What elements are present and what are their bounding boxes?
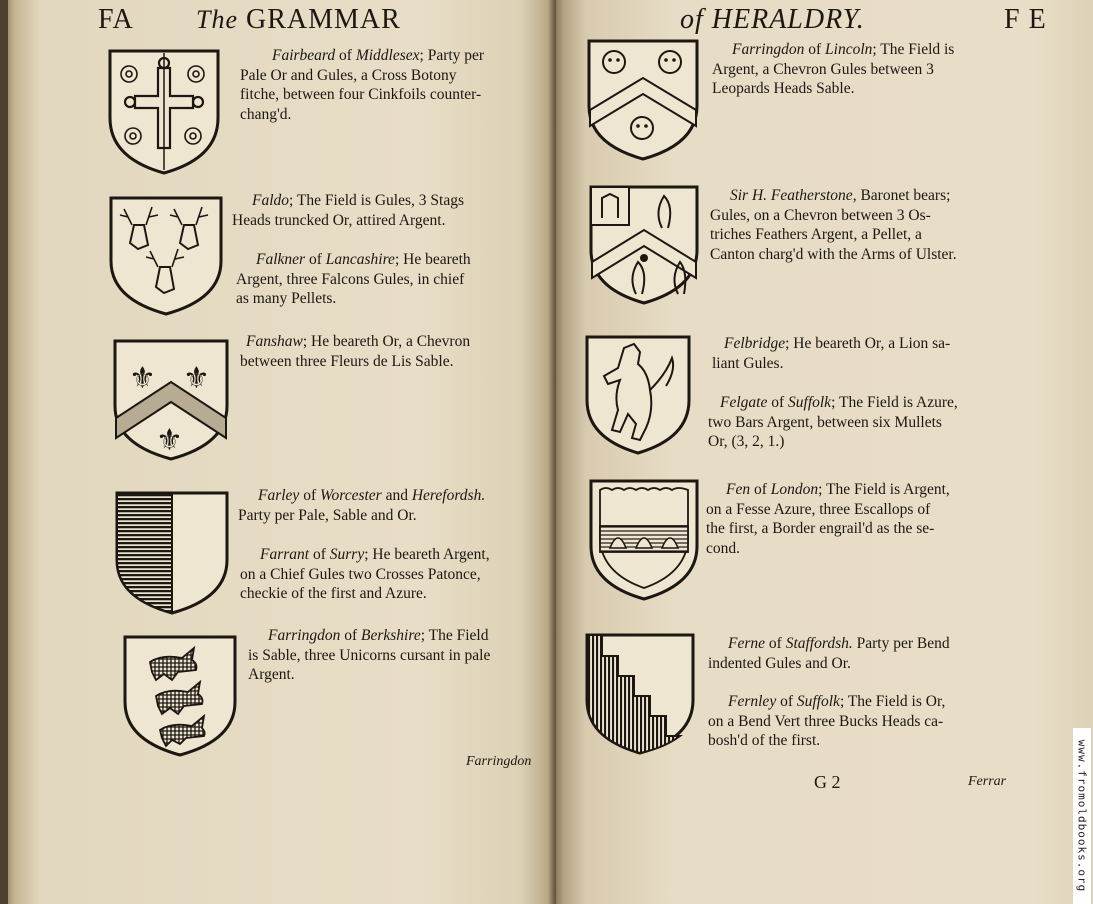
entry-text: Party per Bend — [852, 635, 950, 652]
entry-text: of — [776, 693, 797, 710]
entry-line: on a Fesse Azure, three Escallops of — [706, 500, 931, 518]
entry-place: Surry — [329, 546, 365, 563]
entry-text: ; Party per — [419, 47, 485, 64]
entry-name: Farrant — [260, 546, 310, 563]
entry-place: London — [770, 481, 819, 498]
right-page — [556, 0, 1093, 904]
entry-text: ; He beareth Argent, — [364, 546, 490, 563]
shield-fen — [588, 478, 700, 602]
entry-place: Suffolk — [788, 394, 832, 411]
entry-line: triches Feathers Argent, a Pellet, a — [710, 226, 922, 243]
entry-fen — [706, 480, 950, 558]
shield-farley — [114, 490, 230, 616]
shield-fairbeard — [107, 48, 221, 176]
entry-fairbeard — [240, 46, 484, 124]
entry-line: the first, a Border engrail'd as the se- — [706, 520, 935, 537]
entry-fanshaw — [240, 332, 470, 371]
entry-line: Argent, three Falcons Gules, in chief — [236, 270, 465, 288]
entry-ferne — [708, 634, 950, 673]
entry-text: of — [299, 487, 320, 504]
entry-text: ; The Field is Argent, — [818, 481, 950, 498]
entry-text: ; The Field is Or, — [839, 693, 946, 710]
shield-ferne — [584, 632, 696, 756]
entry-felgate — [708, 393, 958, 452]
header-the: The — [196, 5, 238, 34]
shield-farringdon-lincoln — [586, 38, 700, 162]
shield-faldo — [108, 195, 224, 317]
shield-fanshaw — [112, 338, 230, 462]
entry-text: ; He beareth Or, a Chevron — [302, 333, 471, 350]
entry-name: Farringdon — [268, 627, 341, 644]
left-catchword: Farringdon — [466, 754, 532, 769]
entry-line: Leopards Heads Sable. — [712, 80, 855, 97]
svg-text:⚜: ⚜ — [183, 361, 210, 396]
entry-name: Fanshaw — [246, 333, 303, 350]
entry-text: ; The Field is — [872, 41, 955, 58]
entry-line: checkie of the first and Azure. — [240, 585, 427, 602]
entry-text: of — [750, 481, 771, 498]
entry-line: Canton charg'd with the Arms of Ulster. — [710, 245, 957, 263]
entry-text: of — [335, 47, 356, 64]
entry-line: on a Chief Gules two Crosses Patonce, — [240, 565, 481, 583]
entry-line: cond. — [706, 539, 741, 557]
entry-line: Argent, a Chevron Gules between 3 — [712, 60, 934, 78]
left-running-head — [196, 4, 401, 36]
entry-name: Farringdon — [732, 41, 805, 58]
entry-place: Berkshire — [361, 627, 421, 644]
entry-place: Suffolk — [796, 693, 840, 710]
entry-text: of — [765, 635, 786, 652]
entry-farringdon-berkshire — [248, 626, 490, 685]
entry-text: of — [309, 546, 330, 563]
entry-farrant — [240, 545, 490, 604]
entry-fernley — [708, 692, 945, 751]
entry-line: Party per Pale, Sable and Or. — [238, 506, 417, 524]
shield-felbridge — [584, 334, 692, 456]
svg-text:⚜: ⚜ — [156, 423, 183, 458]
entry-farringdon-lincoln — [712, 40, 954, 99]
shield-farringdon-berkshire — [122, 634, 238, 758]
entry-name: Fen — [726, 481, 751, 498]
entry-text: ; The Field — [420, 627, 489, 644]
entry-line: two Bars Argent, between six Mullets — [708, 413, 942, 431]
entry-text: ; The Field is Azure, — [831, 394, 958, 411]
entry-farley — [238, 486, 485, 525]
entry-line: as many Pellets. — [236, 290, 337, 307]
entry-text: ; He beareth Or, a Lion sa- — [785, 335, 951, 352]
entry-text: ; He beareth — [394, 251, 471, 268]
entry-text: of — [767, 394, 789, 411]
entry-line: Heads truncked Or, attired Argent. — [232, 211, 446, 229]
entry-place: Herefordsh. — [411, 487, 486, 504]
entry-falkner — [236, 250, 471, 309]
entry-name: Falkner — [256, 251, 306, 268]
entry-line: chang'd. — [240, 105, 292, 123]
entry-felbridge — [712, 334, 950, 373]
entry-name: Sir H. Featherstone — [730, 187, 853, 204]
entry-name: Faldo — [252, 192, 290, 209]
watermark-strip — [1073, 728, 1091, 904]
entry-name: Felbridge — [724, 335, 786, 352]
entry-place: Staffordsh. — [785, 635, 853, 652]
signature-mark: G 2 — [814, 772, 841, 792]
entry-line: Gules, on a Chevron between 3 Os- — [710, 206, 931, 224]
entry-line: Argent. — [248, 666, 295, 683]
watermark-text: www.fromoldbooks.org — [1075, 739, 1089, 893]
entry-name: Ferne — [728, 635, 766, 652]
entry-name: Felgate — [720, 394, 768, 411]
entry-place: Worcester — [320, 487, 382, 504]
entry-featherstone — [710, 186, 957, 264]
entry-line: liant Gules. — [712, 354, 784, 372]
right-catchword: Ferrar — [968, 774, 1007, 789]
entry-text: of — [340, 627, 362, 644]
entry-line: Pale Or and Gules, a Cross Botony — [240, 66, 457, 84]
entry-name: Fernley — [728, 693, 777, 710]
entry-line: on a Bend Vert three Bucks Heads ca- — [708, 712, 944, 730]
right-running-head: of HERALDRY. — [680, 4, 865, 35]
entry-line: is Sable, three Unicorns cursant in pale — [248, 646, 491, 664]
entry-text: and — [381, 487, 412, 504]
entry-text: , Baronet bears; — [852, 187, 951, 204]
left-corner-letters: FA — [98, 4, 134, 35]
entry-line: between three Fleurs de Lis Sable. — [240, 352, 454, 370]
entry-line: Or, (3, 2, 1.) — [708, 433, 785, 450]
entry-place: Lincoln — [825, 41, 873, 58]
entry-faldo — [232, 191, 464, 230]
entry-line: bosh'd of the first. — [708, 732, 821, 749]
entry-name: Farley — [258, 487, 300, 504]
shield-featherstone — [588, 184, 700, 306]
entry-text: ; The Field is Gules, 3 Stags — [289, 192, 464, 209]
entry-name: Fairbeard — [272, 47, 336, 64]
entry-line: fitche, between four Cinkfoils counter- — [240, 86, 482, 103]
book-edge — [0, 0, 8, 904]
header-grammar: GRAMMAR — [246, 4, 401, 35]
entry-place: Lancashire — [325, 251, 395, 268]
entry-line: indented Gules and Or. — [708, 654, 851, 672]
entry-place: Middlesex — [355, 47, 420, 64]
svg-text:⚜: ⚜ — [129, 361, 156, 396]
right-corner-letters: F E — [1004, 4, 1047, 35]
entry-text: of — [305, 251, 326, 268]
entry-text: of — [804, 41, 826, 58]
